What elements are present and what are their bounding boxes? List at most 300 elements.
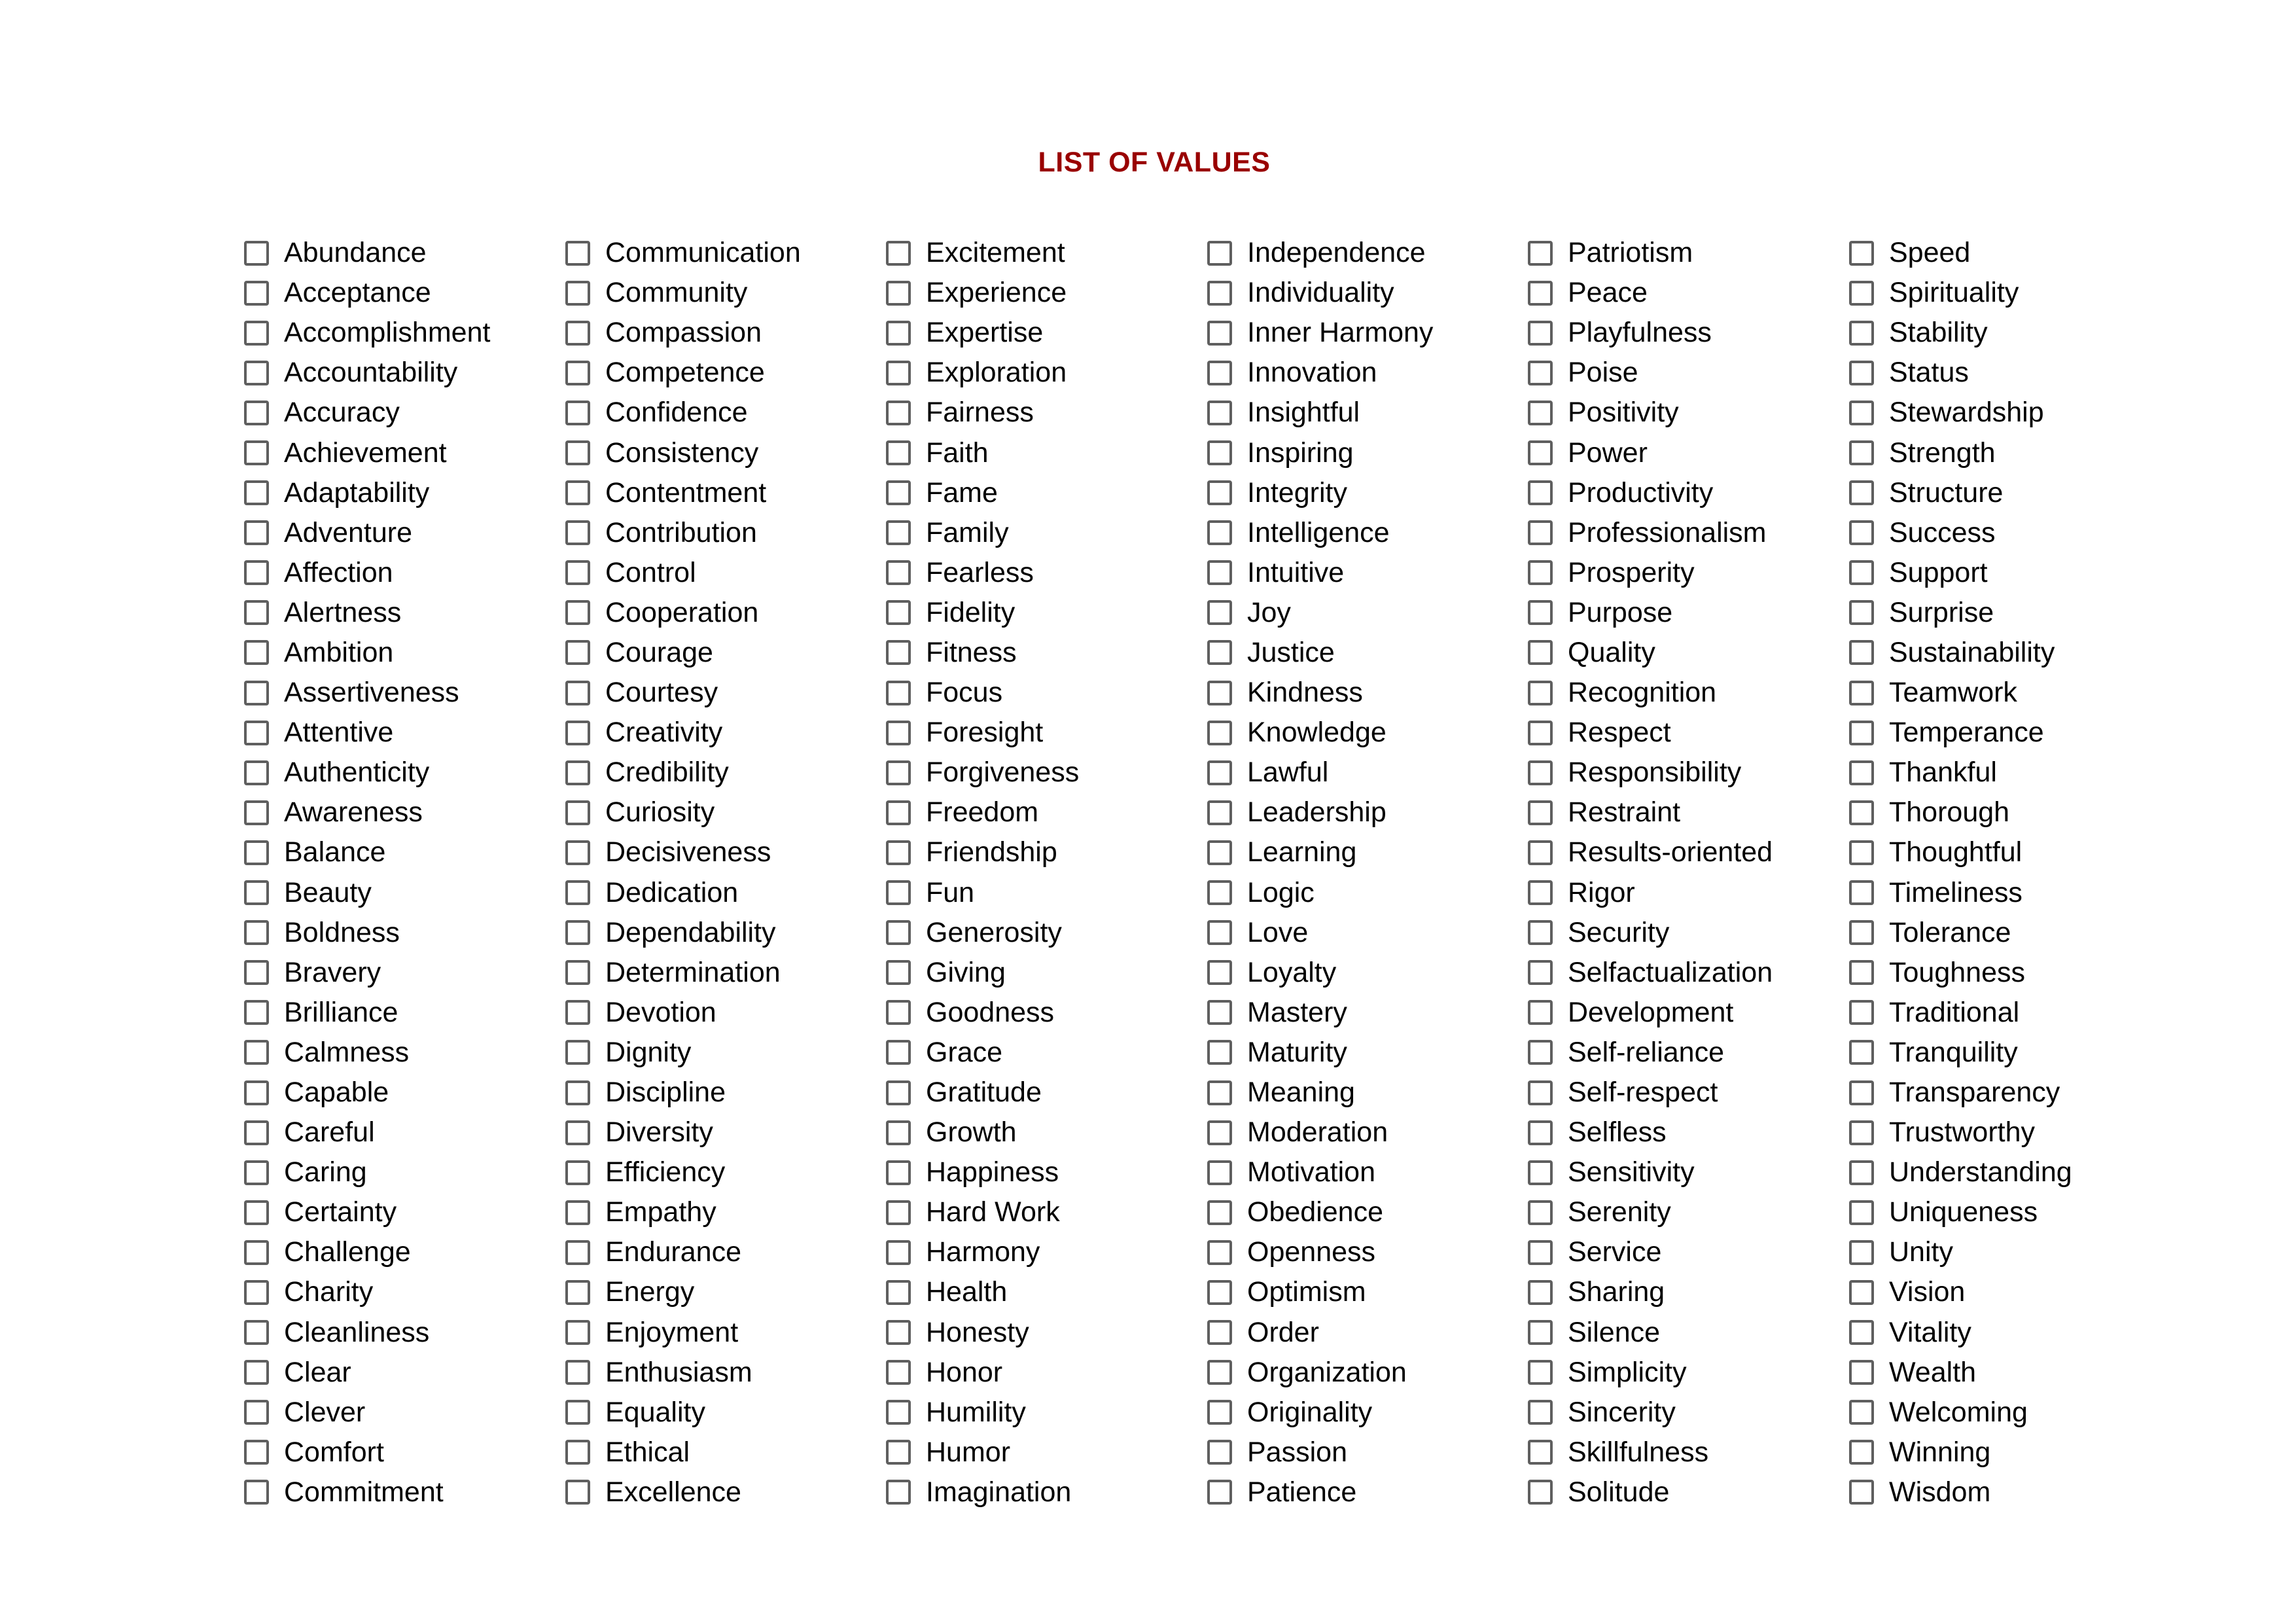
checkbox-icon[interactable] <box>565 1000 590 1025</box>
value-checkbox-item[interactable] <box>1849 793 2072 832</box>
checkbox-icon[interactable] <box>565 1360 590 1385</box>
value-checkbox-item[interactable] <box>886 353 1079 393</box>
checkbox-icon[interactable] <box>244 960 269 985</box>
checkbox-icon[interactable] <box>565 281 590 306</box>
checkbox-icon[interactable] <box>1849 1080 1874 1105</box>
value-checkbox-item[interactable] <box>244 1192 490 1232</box>
checkbox-icon[interactable] <box>886 1200 911 1225</box>
value-checkbox-item[interactable] <box>1207 1073 1433 1113</box>
value-checkbox-item[interactable] <box>1849 233 2072 273</box>
checkbox-icon[interactable] <box>1849 760 1874 785</box>
checkbox-icon[interactable] <box>244 1480 269 1505</box>
value-checkbox-item[interactable] <box>1207 993 1433 1033</box>
value-checkbox-item[interactable] <box>565 273 801 313</box>
value-checkbox-item[interactable] <box>1849 832 2072 872</box>
value-checkbox-item[interactable] <box>886 1393 1079 1433</box>
value-checkbox-item[interactable] <box>1849 1353 2072 1393</box>
value-checkbox-item[interactable] <box>565 513 801 553</box>
checkbox-icon[interactable] <box>1528 920 1553 945</box>
checkbox-icon[interactable] <box>1849 600 1874 625</box>
value-checkbox-item[interactable] <box>565 832 801 872</box>
value-checkbox-item[interactable] <box>565 793 801 832</box>
checkbox-icon[interactable] <box>886 440 911 465</box>
value-checkbox-item[interactable] <box>1528 953 1773 993</box>
checkbox-icon[interactable] <box>1207 1320 1232 1345</box>
value-checkbox-item[interactable] <box>244 1232 490 1272</box>
checkbox-icon[interactable] <box>886 1440 911 1465</box>
value-checkbox-item[interactable] <box>886 433 1079 473</box>
checkbox-icon[interactable] <box>1528 361 1553 385</box>
value-checkbox-item[interactable] <box>1207 633 1433 673</box>
value-checkbox-item[interactable] <box>1849 753 2072 793</box>
checkbox-icon[interactable] <box>886 520 911 545</box>
value-checkbox-item[interactable] <box>886 713 1079 753</box>
value-checkbox-item[interactable] <box>244 233 490 273</box>
checkbox-icon[interactable] <box>886 361 911 385</box>
checkbox-icon[interactable] <box>1207 1200 1232 1225</box>
value-checkbox-item[interactable] <box>886 753 1079 793</box>
value-checkbox-item[interactable] <box>1849 1113 2072 1152</box>
checkbox-icon[interactable] <box>1849 1440 1874 1465</box>
checkbox-icon[interactable] <box>1207 760 1232 785</box>
checkbox-icon[interactable] <box>565 241 590 266</box>
checkbox-icon[interactable] <box>1207 640 1232 665</box>
checkbox-icon[interactable] <box>565 920 590 945</box>
checkbox-icon[interactable] <box>1528 880 1553 905</box>
checkbox-icon[interactable] <box>1528 600 1553 625</box>
checkbox-icon[interactable] <box>244 1280 269 1305</box>
value-checkbox-item[interactable] <box>1207 713 1433 753</box>
value-checkbox-item[interactable] <box>244 1113 490 1152</box>
value-checkbox-item[interactable] <box>1207 313 1433 353</box>
checkbox-icon[interactable] <box>1207 960 1232 985</box>
value-checkbox-item[interactable] <box>565 913 801 953</box>
checkbox-icon[interactable] <box>1528 1080 1553 1105</box>
value-checkbox-item[interactable] <box>1207 273 1433 313</box>
checkbox-icon[interactable] <box>244 600 269 625</box>
value-checkbox-item[interactable] <box>886 1232 1079 1272</box>
checkbox-icon[interactable] <box>886 1400 911 1425</box>
value-checkbox-item[interactable] <box>886 913 1079 953</box>
checkbox-icon[interactable] <box>1207 721 1232 745</box>
checkbox-icon[interactable] <box>886 640 911 665</box>
checkbox-icon[interactable] <box>1528 1480 1553 1505</box>
checkbox-icon[interactable] <box>1849 401 1874 425</box>
value-checkbox-item[interactable] <box>244 1353 490 1393</box>
checkbox-icon[interactable] <box>1528 640 1553 665</box>
value-checkbox-item[interactable] <box>886 993 1079 1033</box>
checkbox-icon[interactable] <box>565 840 590 865</box>
value-checkbox-item[interactable] <box>1528 393 1773 433</box>
value-checkbox-item[interactable] <box>886 473 1079 513</box>
checkbox-icon[interactable] <box>244 480 269 505</box>
checkbox-icon[interactable] <box>886 681 911 705</box>
checkbox-icon[interactable] <box>1849 1000 1874 1025</box>
value-checkbox-item[interactable] <box>1207 553 1433 593</box>
checkbox-icon[interactable] <box>1849 361 1874 385</box>
value-checkbox-item[interactable] <box>1207 1313 1433 1353</box>
checkbox-icon[interactable] <box>1528 1040 1553 1065</box>
value-checkbox-item[interactable] <box>244 553 490 593</box>
checkbox-icon[interactable] <box>1849 1480 1874 1505</box>
checkbox-icon[interactable] <box>244 840 269 865</box>
checkbox-icon[interactable] <box>1528 520 1553 545</box>
value-checkbox-item[interactable] <box>886 553 1079 593</box>
value-checkbox-item[interactable] <box>565 1472 801 1512</box>
value-checkbox-item[interactable] <box>1528 1152 1773 1192</box>
checkbox-icon[interactable] <box>886 321 911 346</box>
checkbox-icon[interactable] <box>1207 1240 1232 1265</box>
checkbox-icon[interactable] <box>565 1280 590 1305</box>
checkbox-icon[interactable] <box>1207 840 1232 865</box>
value-checkbox-item[interactable] <box>1528 713 1773 753</box>
value-checkbox-item[interactable] <box>886 593 1079 633</box>
value-checkbox-item[interactable] <box>886 953 1079 993</box>
value-checkbox-item[interactable] <box>565 1433 801 1472</box>
checkbox-icon[interactable] <box>244 440 269 465</box>
value-checkbox-item[interactable] <box>565 673 801 713</box>
checkbox-icon[interactable] <box>886 800 911 825</box>
checkbox-icon[interactable] <box>886 880 911 905</box>
checkbox-icon[interactable] <box>886 1000 911 1025</box>
checkbox-icon[interactable] <box>1528 840 1553 865</box>
value-checkbox-item[interactable] <box>1207 513 1433 553</box>
value-checkbox-item[interactable] <box>244 873 490 913</box>
checkbox-icon[interactable] <box>1849 1040 1874 1065</box>
checkbox-icon[interactable] <box>244 560 269 585</box>
checkbox-icon[interactable] <box>244 640 269 665</box>
value-checkbox-item[interactable] <box>1849 913 2072 953</box>
checkbox-icon[interactable] <box>886 1080 911 1105</box>
value-checkbox-item[interactable] <box>886 1472 1079 1512</box>
value-checkbox-item[interactable] <box>565 713 801 753</box>
checkbox-icon[interactable] <box>244 1080 269 1105</box>
checkbox-icon[interactable] <box>886 1320 911 1345</box>
checkbox-icon[interactable] <box>1849 1240 1874 1265</box>
value-checkbox-item[interactable] <box>1528 313 1773 353</box>
checkbox-icon[interactable] <box>1207 1040 1232 1065</box>
checkbox-icon[interactable] <box>1849 281 1874 306</box>
checkbox-icon[interactable] <box>1207 440 1232 465</box>
value-checkbox-item[interactable] <box>1207 1272 1433 1312</box>
value-checkbox-item[interactable] <box>1849 873 2072 913</box>
value-checkbox-item[interactable] <box>1528 1113 1773 1152</box>
value-checkbox-item[interactable] <box>886 1272 1079 1312</box>
checkbox-icon[interactable] <box>1207 321 1232 346</box>
checkbox-icon[interactable] <box>244 1360 269 1385</box>
value-checkbox-item[interactable] <box>886 1113 1079 1152</box>
value-checkbox-item[interactable] <box>886 1313 1079 1353</box>
value-checkbox-item[interactable] <box>1528 673 1773 713</box>
checkbox-icon[interactable] <box>1528 1360 1553 1385</box>
checkbox-icon[interactable] <box>1849 721 1874 745</box>
value-checkbox-item[interactable] <box>565 1272 801 1312</box>
checkbox-icon[interactable] <box>565 600 590 625</box>
value-checkbox-item[interactable] <box>565 1192 801 1232</box>
checkbox-icon[interactable] <box>244 1200 269 1225</box>
checkbox-icon[interactable] <box>1207 281 1232 306</box>
value-checkbox-item[interactable] <box>1849 433 2072 473</box>
checkbox-icon[interactable] <box>1528 1440 1553 1465</box>
value-checkbox-item[interactable] <box>1207 1353 1433 1393</box>
checkbox-icon[interactable] <box>1528 401 1553 425</box>
value-checkbox-item[interactable] <box>1528 793 1773 832</box>
checkbox-icon[interactable] <box>565 520 590 545</box>
value-checkbox-item[interactable] <box>1207 353 1433 393</box>
value-checkbox-item[interactable] <box>565 393 801 433</box>
checkbox-icon[interactable] <box>1849 920 1874 945</box>
checkbox-icon[interactable] <box>1207 520 1232 545</box>
value-checkbox-item[interactable] <box>244 1472 490 1512</box>
checkbox-icon[interactable] <box>1207 1400 1232 1425</box>
value-checkbox-item[interactable] <box>565 553 801 593</box>
value-checkbox-item[interactable] <box>886 633 1079 673</box>
checkbox-icon[interactable] <box>1849 1120 1874 1145</box>
value-checkbox-item[interactable] <box>565 953 801 993</box>
value-checkbox-item[interactable] <box>886 793 1079 832</box>
checkbox-icon[interactable] <box>565 440 590 465</box>
checkbox-icon[interactable] <box>1528 721 1553 745</box>
checkbox-icon[interactable] <box>886 401 911 425</box>
value-checkbox-item[interactable] <box>1207 1033 1433 1073</box>
value-checkbox-item[interactable] <box>1849 1393 2072 1433</box>
checkbox-icon[interactable] <box>1207 560 1232 585</box>
checkbox-icon[interactable] <box>1849 1200 1874 1225</box>
checkbox-icon[interactable] <box>1207 1000 1232 1025</box>
value-checkbox-item[interactable] <box>565 1353 801 1393</box>
value-checkbox-item[interactable] <box>1849 1272 2072 1312</box>
checkbox-icon[interactable] <box>1207 480 1232 505</box>
value-checkbox-item[interactable] <box>244 273 490 313</box>
value-checkbox-item[interactable] <box>1207 1152 1433 1192</box>
value-checkbox-item[interactable] <box>244 713 490 753</box>
value-checkbox-item[interactable] <box>1849 713 2072 753</box>
value-checkbox-item[interactable] <box>1849 393 2072 433</box>
value-checkbox-item[interactable] <box>565 993 801 1033</box>
value-checkbox-item[interactable] <box>1528 1192 1773 1232</box>
checkbox-icon[interactable] <box>565 1120 590 1145</box>
value-checkbox-item[interactable] <box>1528 1433 1773 1472</box>
value-checkbox-item[interactable] <box>1528 1272 1773 1312</box>
value-checkbox-item[interactable] <box>565 873 801 913</box>
value-checkbox-item[interactable] <box>1528 633 1773 673</box>
value-checkbox-item[interactable] <box>244 953 490 993</box>
value-checkbox-item[interactable] <box>1528 593 1773 633</box>
checkbox-icon[interactable] <box>1528 241 1553 266</box>
checkbox-icon[interactable] <box>244 361 269 385</box>
value-checkbox-item[interactable] <box>1528 233 1773 273</box>
checkbox-icon[interactable] <box>1207 1360 1232 1385</box>
value-checkbox-item[interactable] <box>1528 553 1773 593</box>
checkbox-icon[interactable] <box>565 800 590 825</box>
checkbox-icon[interactable] <box>886 1480 911 1505</box>
value-checkbox-item[interactable] <box>1207 1472 1433 1512</box>
value-checkbox-item[interactable] <box>244 673 490 713</box>
value-checkbox-item[interactable] <box>1849 1433 2072 1472</box>
checkbox-icon[interactable] <box>1849 800 1874 825</box>
value-checkbox-item[interactable] <box>1528 353 1773 393</box>
value-checkbox-item[interactable] <box>886 1353 1079 1393</box>
checkbox-icon[interactable] <box>244 241 269 266</box>
value-checkbox-item[interactable] <box>1207 832 1433 872</box>
checkbox-icon[interactable] <box>1849 440 1874 465</box>
value-checkbox-item[interactable] <box>244 353 490 393</box>
checkbox-icon[interactable] <box>1207 241 1232 266</box>
value-checkbox-item[interactable] <box>1207 1433 1433 1472</box>
checkbox-icon[interactable] <box>1528 480 1553 505</box>
checkbox-icon[interactable] <box>1207 1280 1232 1305</box>
value-checkbox-item[interactable] <box>1528 513 1773 553</box>
value-checkbox-item[interactable] <box>244 633 490 673</box>
value-checkbox-item[interactable] <box>244 393 490 433</box>
checkbox-icon[interactable] <box>886 281 911 306</box>
value-checkbox-item[interactable] <box>565 313 801 353</box>
checkbox-icon[interactable] <box>244 1160 269 1185</box>
value-checkbox-item[interactable] <box>1849 473 2072 513</box>
checkbox-icon[interactable] <box>1849 880 1874 905</box>
checkbox-icon[interactable] <box>886 560 911 585</box>
value-checkbox-item[interactable] <box>1849 1033 2072 1073</box>
checkbox-icon[interactable] <box>886 600 911 625</box>
value-checkbox-item[interactable] <box>1528 993 1773 1033</box>
checkbox-icon[interactable] <box>565 960 590 985</box>
value-checkbox-item[interactable] <box>565 753 801 793</box>
value-checkbox-item[interactable] <box>244 593 490 633</box>
checkbox-icon[interactable] <box>1528 1000 1553 1025</box>
checkbox-icon[interactable] <box>886 1040 911 1065</box>
checkbox-icon[interactable] <box>244 681 269 705</box>
checkbox-icon[interactable] <box>1849 1400 1874 1425</box>
checkbox-icon[interactable] <box>1207 1160 1232 1185</box>
checkbox-icon[interactable] <box>1207 361 1232 385</box>
value-checkbox-item[interactable] <box>1849 553 2072 593</box>
checkbox-icon[interactable] <box>1528 960 1553 985</box>
value-checkbox-item[interactable] <box>1528 1393 1773 1433</box>
checkbox-icon[interactable] <box>1207 1440 1232 1465</box>
checkbox-icon[interactable] <box>886 760 911 785</box>
value-checkbox-item[interactable] <box>1528 1232 1773 1272</box>
checkbox-icon[interactable] <box>1207 1080 1232 1105</box>
value-checkbox-item[interactable] <box>244 1152 490 1192</box>
value-checkbox-item[interactable] <box>1207 1113 1433 1152</box>
checkbox-icon[interactable] <box>244 321 269 346</box>
checkbox-icon[interactable] <box>1528 1320 1553 1345</box>
checkbox-icon[interactable] <box>886 1120 911 1145</box>
checkbox-icon[interactable] <box>1528 281 1553 306</box>
checkbox-icon[interactable] <box>886 721 911 745</box>
value-checkbox-item[interactable] <box>1207 473 1433 513</box>
value-checkbox-item[interactable] <box>244 473 490 513</box>
checkbox-icon[interactable] <box>1528 1280 1553 1305</box>
checkbox-icon[interactable] <box>1849 1360 1874 1385</box>
checkbox-icon[interactable] <box>1849 560 1874 585</box>
checkbox-icon[interactable] <box>244 401 269 425</box>
checkbox-icon[interactable] <box>1528 800 1553 825</box>
checkbox-icon[interactable] <box>565 1080 590 1105</box>
checkbox-icon[interactable] <box>1849 1320 1874 1345</box>
value-checkbox-item[interactable] <box>565 633 801 673</box>
value-checkbox-item[interactable] <box>1849 313 2072 353</box>
checkbox-icon[interactable] <box>565 1440 590 1465</box>
checkbox-icon[interactable] <box>886 1160 911 1185</box>
value-checkbox-item[interactable] <box>1528 753 1773 793</box>
checkbox-icon[interactable] <box>886 840 911 865</box>
value-checkbox-item[interactable] <box>1528 433 1773 473</box>
checkbox-icon[interactable] <box>244 1400 269 1425</box>
checkbox-icon[interactable] <box>244 520 269 545</box>
value-checkbox-item[interactable] <box>244 1073 490 1113</box>
value-checkbox-item[interactable] <box>1528 832 1773 872</box>
value-checkbox-item[interactable] <box>886 1033 1079 1073</box>
checkbox-icon[interactable] <box>565 681 590 705</box>
value-checkbox-item[interactable] <box>244 313 490 353</box>
checkbox-icon[interactable] <box>1207 920 1232 945</box>
checkbox-icon[interactable] <box>244 1240 269 1265</box>
value-checkbox-item[interactable] <box>1528 1033 1773 1073</box>
value-checkbox-item[interactable] <box>1207 393 1433 433</box>
value-checkbox-item[interactable] <box>1528 1073 1773 1113</box>
value-checkbox-item[interactable] <box>1207 753 1433 793</box>
checkbox-icon[interactable] <box>1207 800 1232 825</box>
checkbox-icon[interactable] <box>1849 1160 1874 1185</box>
checkbox-icon[interactable] <box>1528 1160 1553 1185</box>
value-checkbox-item[interactable] <box>1849 1472 2072 1512</box>
checkbox-icon[interactable] <box>244 760 269 785</box>
value-checkbox-item[interactable] <box>1849 593 2072 633</box>
checkbox-icon[interactable] <box>1528 560 1553 585</box>
checkbox-icon[interactable] <box>886 1240 911 1265</box>
value-checkbox-item[interactable] <box>565 1313 801 1353</box>
checkbox-icon[interactable] <box>1528 1120 1553 1145</box>
checkbox-icon[interactable] <box>565 721 590 745</box>
value-checkbox-item[interactable] <box>565 1393 801 1433</box>
checkbox-icon[interactable] <box>244 1320 269 1345</box>
checkbox-icon[interactable] <box>886 960 911 985</box>
checkbox-icon[interactable] <box>565 1320 590 1345</box>
value-checkbox-item[interactable] <box>1849 353 2072 393</box>
value-checkbox-item[interactable] <box>886 313 1079 353</box>
checkbox-icon[interactable] <box>1207 681 1232 705</box>
value-checkbox-item[interactable] <box>565 233 801 273</box>
value-checkbox-item[interactable] <box>1528 913 1773 953</box>
value-checkbox-item[interactable] <box>565 353 801 393</box>
checkbox-icon[interactable] <box>244 281 269 306</box>
checkbox-icon[interactable] <box>1849 241 1874 266</box>
value-checkbox-item[interactable] <box>1849 953 2072 993</box>
value-checkbox-item[interactable] <box>1528 273 1773 313</box>
checkbox-icon[interactable] <box>1528 681 1553 705</box>
value-checkbox-item[interactable] <box>1528 1353 1773 1393</box>
value-checkbox-item[interactable] <box>1849 1313 2072 1353</box>
value-checkbox-item[interactable] <box>1207 793 1433 832</box>
checkbox-icon[interactable] <box>1528 760 1553 785</box>
checkbox-icon[interactable] <box>886 241 911 266</box>
checkbox-icon[interactable] <box>1207 880 1232 905</box>
value-checkbox-item[interactable] <box>565 1113 801 1152</box>
value-checkbox-item[interactable] <box>886 673 1079 713</box>
checkbox-icon[interactable] <box>1849 681 1874 705</box>
value-checkbox-item[interactable] <box>1528 1313 1773 1353</box>
value-checkbox-item[interactable] <box>886 513 1079 553</box>
checkbox-icon[interactable] <box>1849 321 1874 346</box>
value-checkbox-item[interactable] <box>565 433 801 473</box>
value-checkbox-item[interactable] <box>1849 1073 2072 1113</box>
checkbox-icon[interactable] <box>565 760 590 785</box>
value-checkbox-item[interactable] <box>1849 513 2072 553</box>
checkbox-icon[interactable] <box>565 361 590 385</box>
checkbox-icon[interactable] <box>565 1480 590 1505</box>
checkbox-icon[interactable] <box>886 920 911 945</box>
